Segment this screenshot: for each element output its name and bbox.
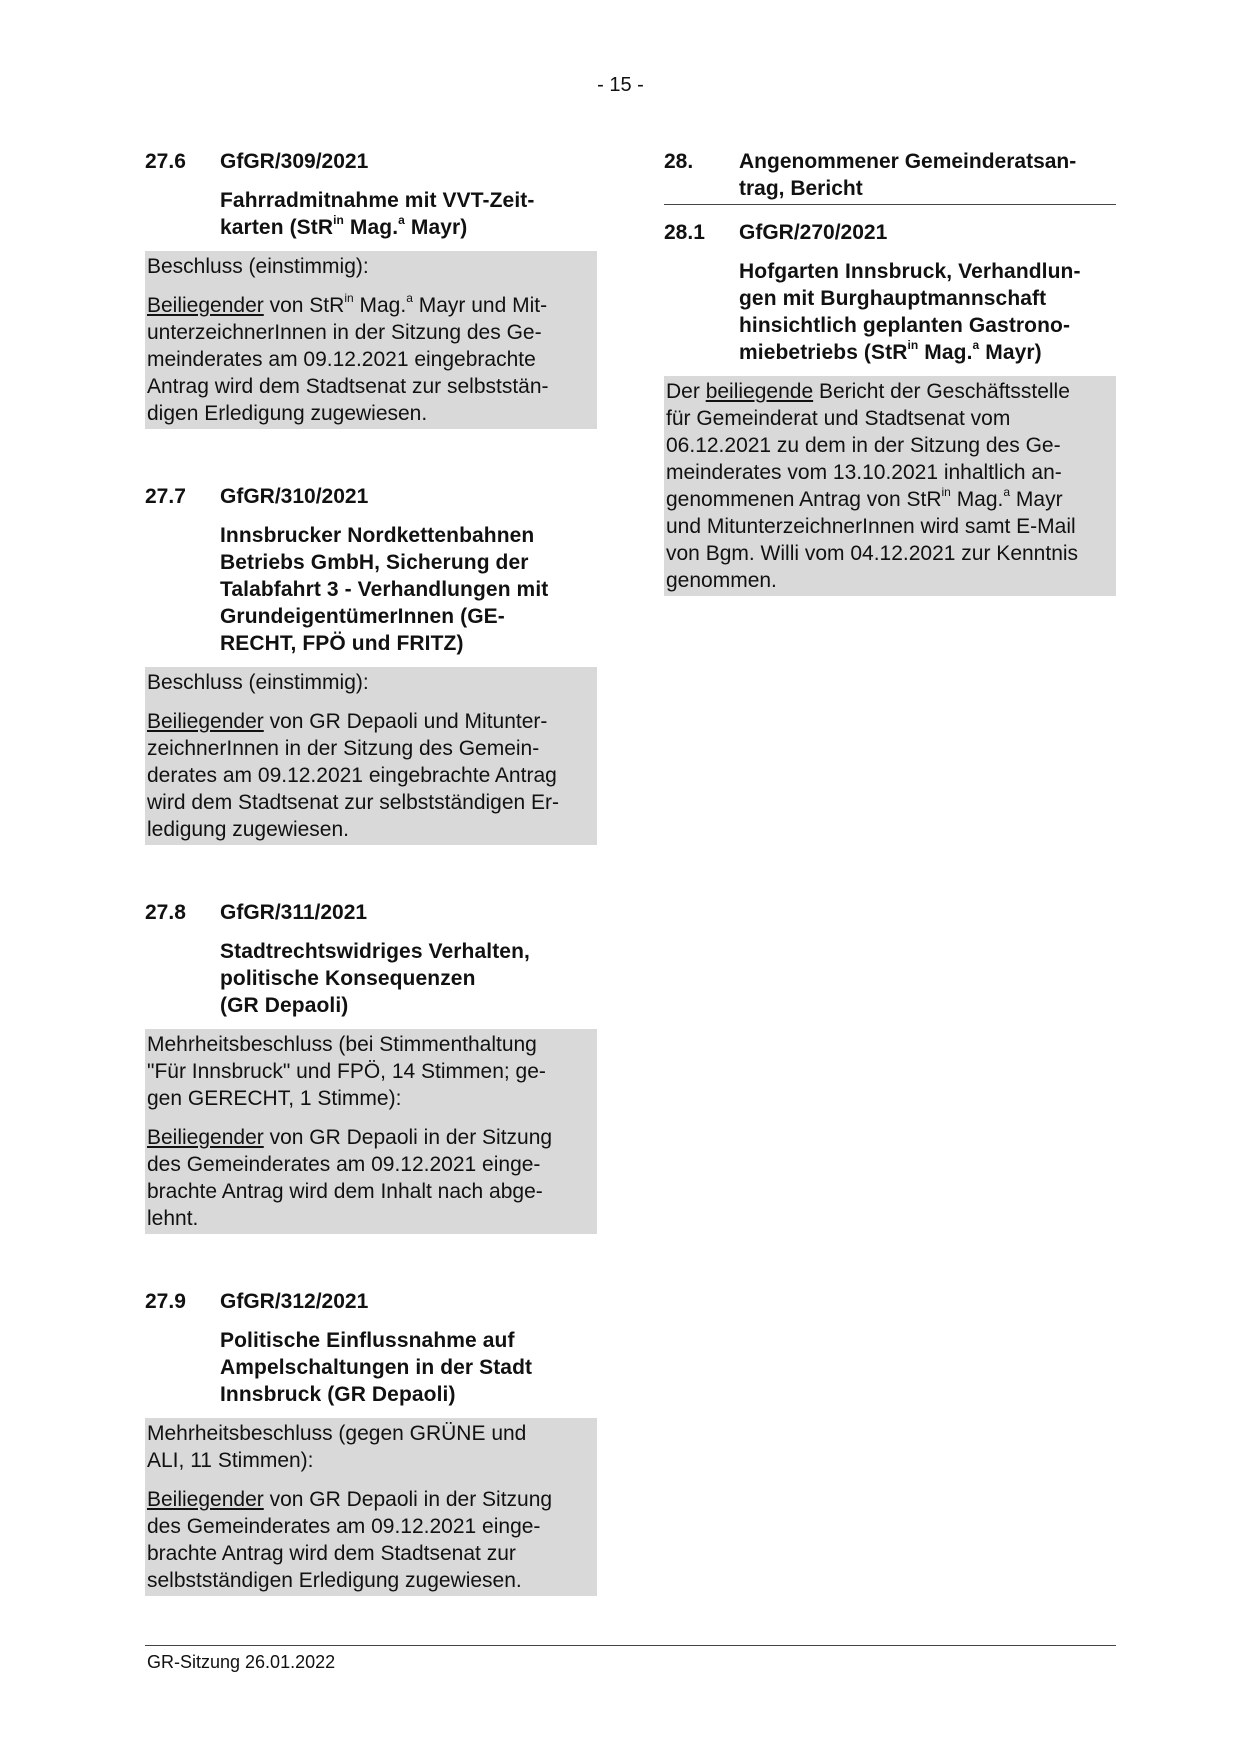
section-title: Angenommener Gemeinderatsan- trag, Bericht xyxy=(739,150,1077,200)
attachment-link[interactable]: Beiliegender xyxy=(147,1126,264,1149)
attachment-link[interactable]: Beiliegender xyxy=(147,710,264,733)
resolution-text xyxy=(147,292,595,427)
report-text xyxy=(666,378,1114,594)
item-number: 27.9 xyxy=(145,1290,186,1313)
body-text: Mayr und Mit- unterzeichnerInnen in der Sitzung des Ge- meinderates am 09.12.2021 eingebrachte Antrag wird dem Stadtsenat zur selbststän- digen Erledigung zugewiesen. xyxy=(147,294,549,425)
resolution-label: Beschluss (einstimmig): xyxy=(147,255,369,278)
page-number: - 15 - xyxy=(597,74,644,96)
footer-text: GR-Sitzung 26.01.2022 xyxy=(147,1652,336,1672)
item-title: Stadtrechtswidriges Verhalten, politische Konsequenzen (GR Depaoli) xyxy=(220,940,530,1017)
agenda-item-27-7 xyxy=(145,483,597,845)
item-title: Innsbrucker Nordkettenbahnen Betriebs GmbH, Sicherung der Talabfahrt 3 - Verhandlungen mit GrundeigentümerInnen (GE- RECHT, FPÖ und FRITZ) xyxy=(220,524,549,655)
title-text: Mag. xyxy=(918,341,973,364)
resolution-label: Mehrheitsbeschluss (gegen GRÜNE und ALI, 11 Stimmen): xyxy=(147,1422,527,1472)
resolution-box xyxy=(145,667,597,845)
title-line: Fahrradmitnahme mit VVT-Zeit- xyxy=(220,189,535,212)
item-title xyxy=(739,258,1116,366)
body-text: von GR Depaoli und Mitunter- zeichnerInnen in der Sitzung des Gemein- derates am 09.12.2021 eingebrachte Antrag wird dem Stadtsenat zur selbstständigen Er- ledigung zugewiesen. xyxy=(147,710,560,841)
resolution-box xyxy=(145,1418,597,1596)
item-code: GfGR/270/2021 xyxy=(739,221,888,244)
agenda-item-27-8 xyxy=(145,899,597,1234)
report-box xyxy=(664,376,1116,596)
title-text: karten (StR xyxy=(220,216,334,239)
item-title: Politische Einflussnahme auf Ampelschaltungen in der Stadt Innsbruck (GR Depaoli) xyxy=(220,1329,533,1406)
attachment-link[interactable]: Beiliegender xyxy=(147,294,264,317)
superscript: a xyxy=(972,338,980,352)
footer-divider xyxy=(145,1645,1116,1646)
agenda-item-27-6 xyxy=(145,148,597,429)
title-text: Hofgarten Innsbruck, Verhandlun- gen mit Burghauptmannschaft hinsichtlich geplanten Gastrono- miebetriebs (StR xyxy=(739,260,1081,364)
agenda-item-28-1 xyxy=(664,219,1116,596)
attachment-link[interactable]: beiliegende xyxy=(705,380,814,403)
item-code: GfGR/310/2021 xyxy=(220,485,369,508)
resolution-label: Mehrheitsbeschluss (bei Stimmenthaltung "Für Innsbruck" und FPÖ, 14 Stimmen; ge- gen GERECHT, 1 Stimme): xyxy=(147,1033,546,1110)
body-text: Mag. xyxy=(353,294,407,317)
right-column xyxy=(664,148,1116,650)
resolution-text xyxy=(147,708,595,843)
title-text: Mayr) xyxy=(979,341,1042,364)
superscript: in xyxy=(333,213,344,227)
resolution-label: Beschluss (einstimmig): xyxy=(147,671,369,694)
left-column xyxy=(145,148,597,1650)
item-heading xyxy=(145,899,597,926)
superscript: in xyxy=(344,291,354,305)
body-text: Der xyxy=(666,380,706,403)
section-number: 28. xyxy=(664,150,694,173)
body-text: von StR xyxy=(263,294,345,317)
item-number: 27.8 xyxy=(145,901,186,924)
item-code: GfGR/312/2021 xyxy=(220,1290,369,1313)
section-heading xyxy=(664,148,1116,205)
body-text: Mayr und MitunterzeichnerInnen wird samt E-Mail von Bgm. Willi vom 04.12.2021 zur Kenntnis genommen. xyxy=(666,488,1079,592)
agenda-item-27-9 xyxy=(145,1288,597,1596)
body-text: Bericht der Geschäftsstelle für Gemeinderat und Stadtsenat vom 06.12.2021 zu dem in der Sitzung des Ge- meinderates vom 13.10.2021 inhaltlich an- genommenen Antrag von StR xyxy=(666,380,1070,511)
resolution-box xyxy=(145,251,597,429)
body-text: Mag. xyxy=(950,488,1004,511)
item-heading xyxy=(145,483,597,510)
superscript: a xyxy=(406,291,413,305)
superscript: a xyxy=(1003,485,1011,499)
item-number: 28.1 xyxy=(664,221,705,244)
body-text: von GR Depaoli in der Sitzung des Gemeinderates am 09.12.2021 einge- brachte Antrag wird dem Inhalt nach abge- lehnt. xyxy=(147,1126,553,1230)
title-text: Mayr) xyxy=(404,216,468,239)
resolution-text xyxy=(147,1124,595,1232)
body-text: von GR Depaoli in der Sitzung des Gemeinderates am 09.12.2021 einge- brachte Antrag wird dem Stadtsenat zur selbstständigen Erledigung zugewiesen. xyxy=(147,1488,553,1592)
item-code: GfGR/311/2021 xyxy=(220,901,368,924)
superscript: a xyxy=(398,213,405,227)
item-heading xyxy=(664,219,1116,246)
item-heading xyxy=(145,1288,597,1315)
attachment-link[interactable]: Beiliegender xyxy=(147,1488,264,1511)
item-code: GfGR/309/2021 xyxy=(220,150,369,173)
item-number: 27.7 xyxy=(145,485,186,508)
resolution-text xyxy=(147,1486,595,1594)
superscript: in xyxy=(941,485,951,499)
title-text: Mag. xyxy=(344,216,399,239)
item-heading xyxy=(145,148,597,175)
item-title xyxy=(220,187,597,241)
item-number: 27.6 xyxy=(145,150,186,173)
superscript: in xyxy=(907,338,919,352)
resolution-box xyxy=(145,1029,597,1234)
